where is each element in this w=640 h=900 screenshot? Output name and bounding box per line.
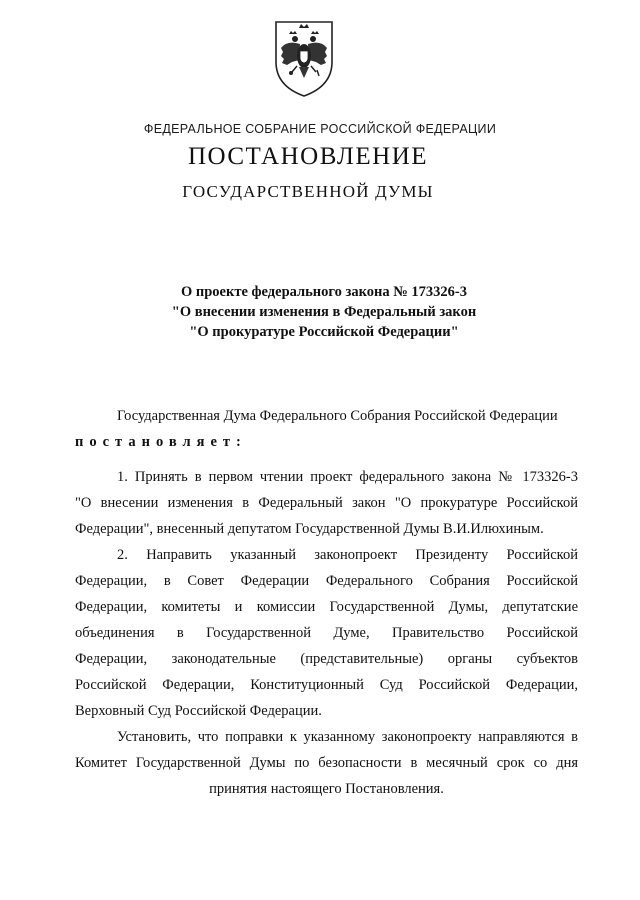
item-2-line: 2. Направить указанный законопроект Президенту Российской xyxy=(117,547,578,563)
resolution-body xyxy=(75,403,578,802)
item-3-line: Установить, что поправки к указанному законопроекту направляются в xyxy=(117,729,578,745)
double-headed-eagle-coat-of-arms-icon xyxy=(273,18,335,98)
item-1-line: "О внесении изменения в Федеральный закон "О прокуратуре Российской xyxy=(75,495,578,511)
assembly-heading: ФЕДЕРАЛЬНОЕ СОБРАНИЕ РОССИЙСКОЙ ФЕДЕРАЦИИ xyxy=(143,122,497,136)
document-type-title: ПОСТАНОВЛЕНИЕ xyxy=(187,143,429,170)
subject-line: "О прокуратуре Российской Федерации" xyxy=(189,324,459,340)
item-1-line: Федерации", внесенный депутатом Государственной Думы В.И.Илюхиным. xyxy=(75,521,544,537)
item-1-line: 1. Принять в первом чтении проект федерального закона № 173326-3 xyxy=(117,469,578,485)
item-3-line: Комитет Государственной Думы по безопасности в месячный срок со дня xyxy=(75,755,578,771)
item-2-line: Российской Федерации, Конституционный Суд Российской Федерации, xyxy=(75,677,578,693)
subject-line: "О внесении изменения в Федеральный закон xyxy=(171,304,477,320)
item-2-line: Верховный Суд Российской Федерации. xyxy=(75,703,322,719)
item-2-line: Федерации, в Совет Федерации Федерального Собрания Российской xyxy=(75,573,578,589)
preamble: Государственная Дума Федерального Собрания Российской Федерации xyxy=(117,408,558,424)
subject-line: О проекте федерального закона № 173326-3 xyxy=(180,284,468,300)
item-2-line: Федерации, законодательные (представительные) органы субъектов xyxy=(75,651,578,667)
resolves-word: постановляет: xyxy=(75,434,247,450)
resolution-subject xyxy=(0,282,640,342)
item-2-line: объединения в Государственной Думе, Правительство Российской xyxy=(75,625,578,641)
item-2-line: Федерации, комитеты и комиссии Государственной Думы, депутатские xyxy=(75,599,578,615)
document-issuer: ГОСУДАРСТВЕННОЙ ДУМЫ xyxy=(182,182,434,201)
item-3-line: принятия настоящего Постановления. xyxy=(209,781,444,797)
